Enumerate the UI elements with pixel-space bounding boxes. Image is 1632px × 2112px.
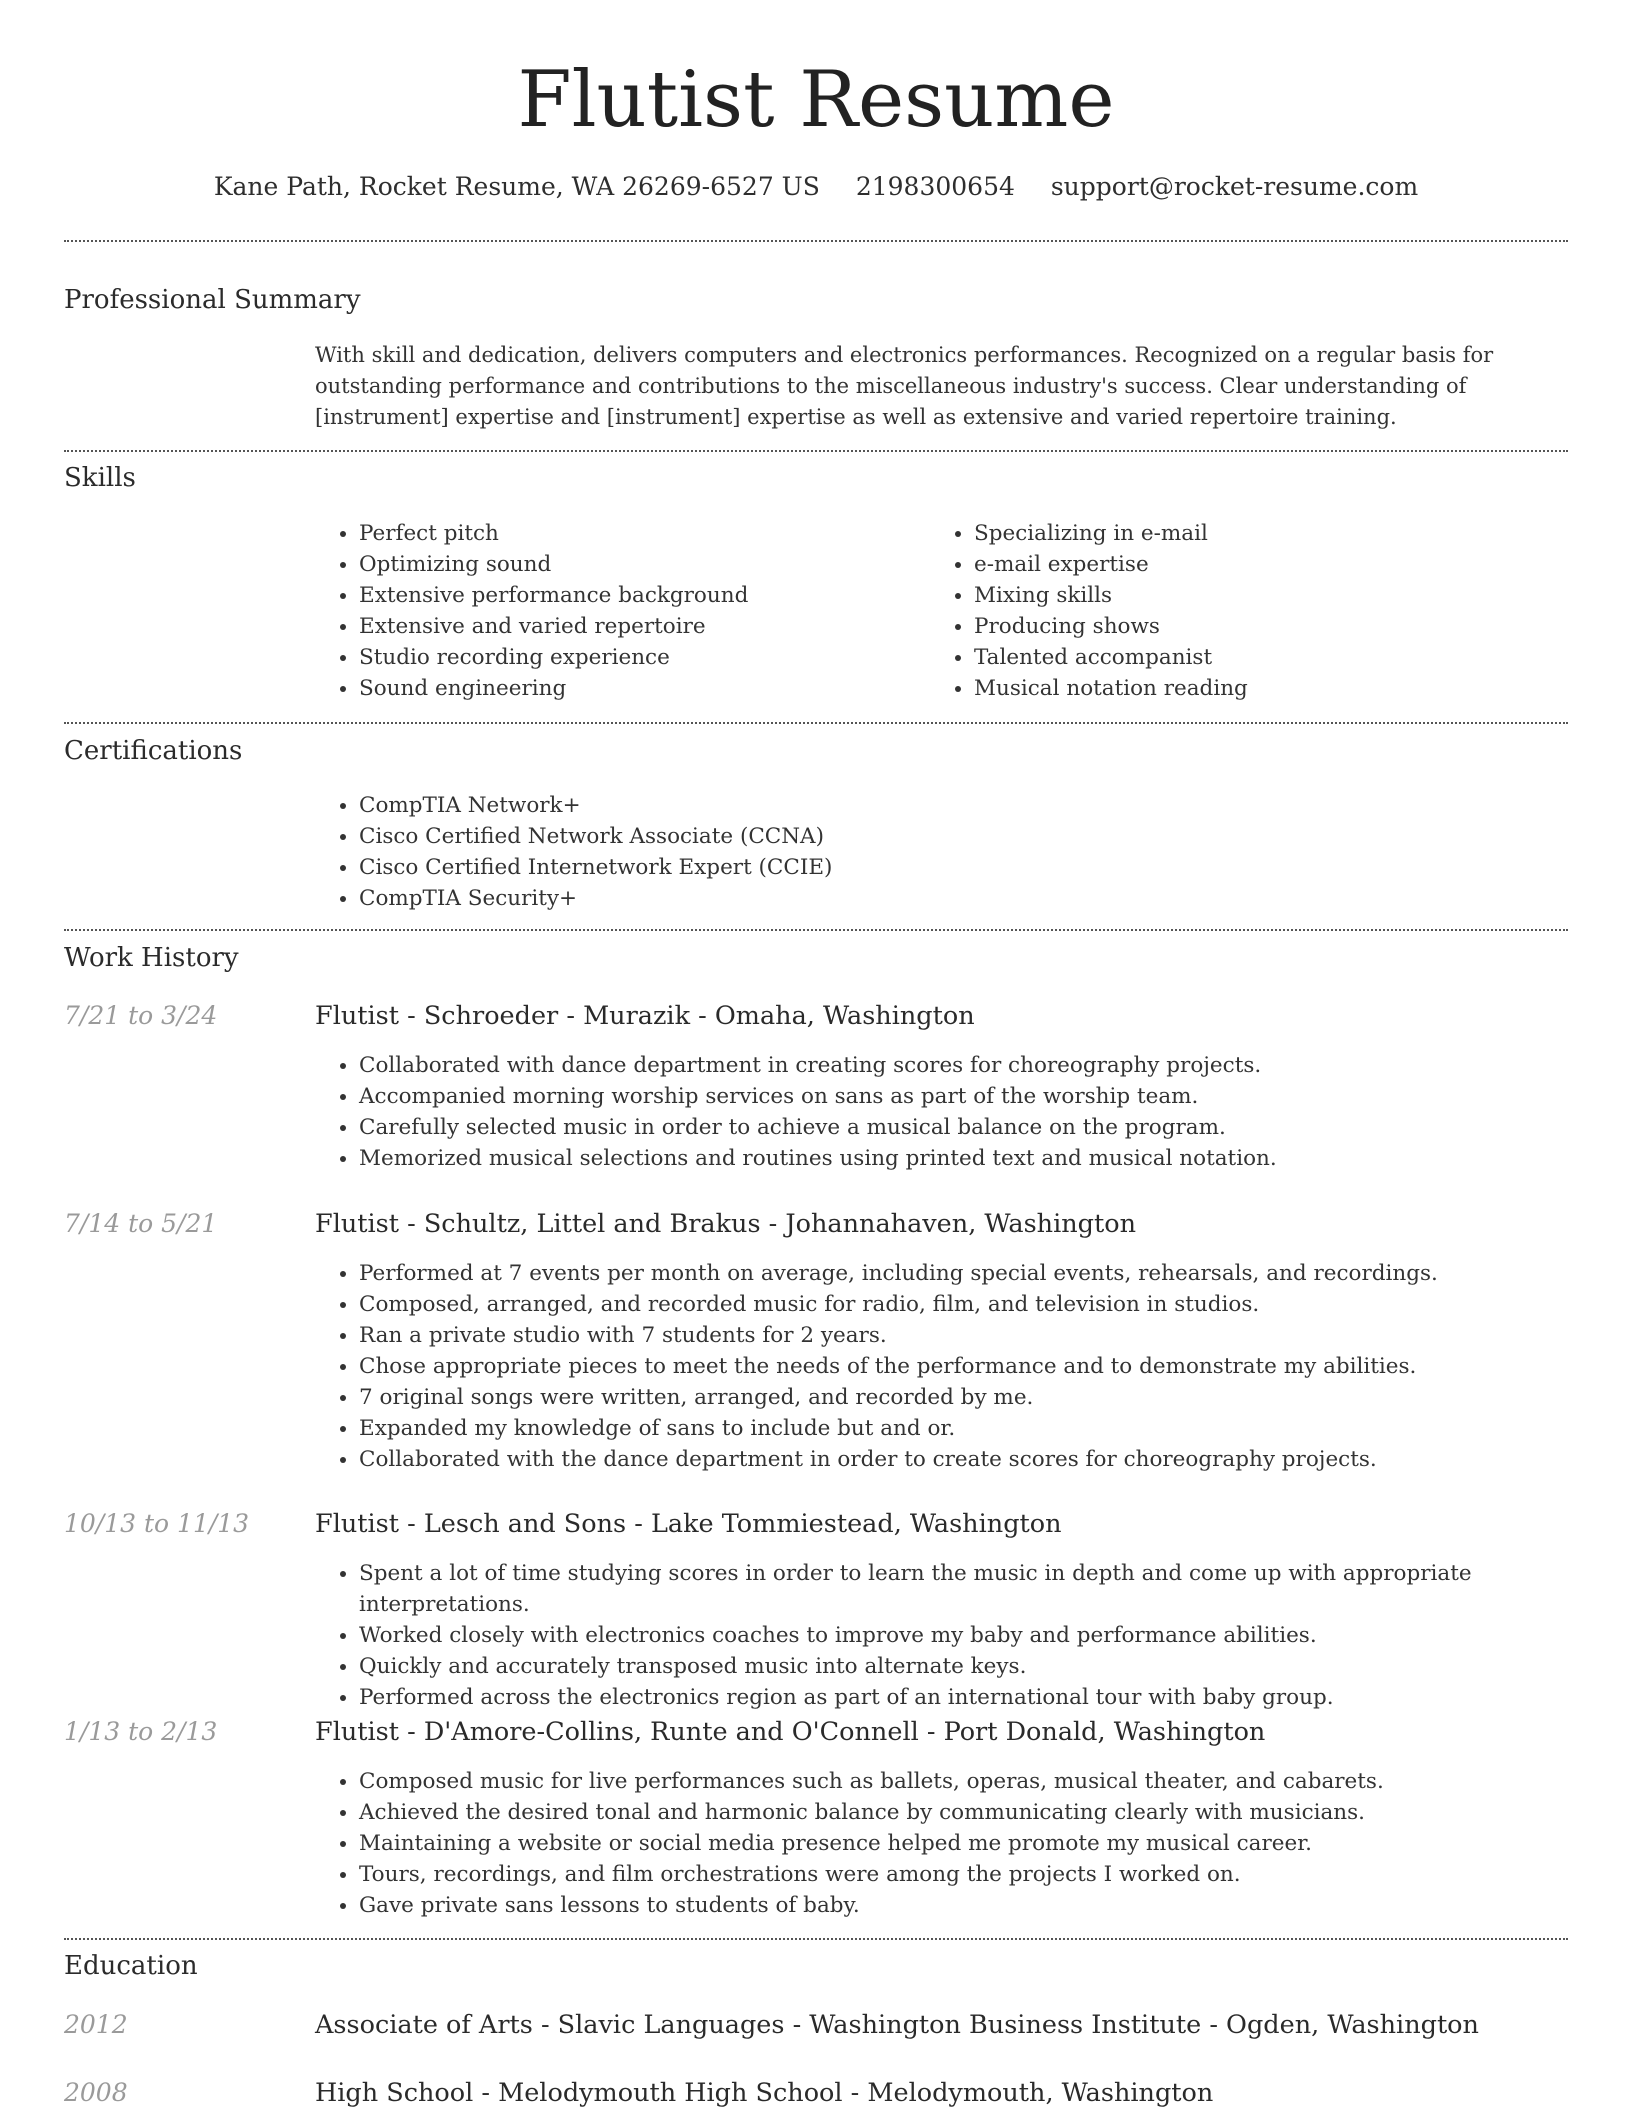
skills-list-left — [315, 518, 919, 704]
resume-title: Flutist Resume — [517, 55, 1115, 145]
contact-email: support@rocket-resume.com — [1050, 172, 1419, 201]
work-history-heading: Work History — [64, 943, 239, 973]
job-bullets — [315, 1258, 1619, 1475]
job-title: Flutist - Lesch and Sons - Lake Tommiestead, Washington — [315, 1509, 1062, 1539]
list-item: • Quickly and accurately transposed music into alternate keys. — [359, 1651, 1619, 1682]
education-title: High School - Melodymouth High School - Melodymouth, Washington — [315, 2078, 1214, 2108]
list-item: • Expanded my knowledge of sans to include but and or. — [359, 1413, 1619, 1444]
certifications-list — [315, 790, 1559, 914]
list-item: • Worked closely with electronics coaches to improve my baby and performance abilities. — [359, 1620, 1619, 1651]
list-item: • 7 original songs were written, arranged, and recorded by me. — [359, 1382, 1619, 1413]
job-title: Flutist - Schroeder - Murazik - Omaha, Washington — [315, 1001, 975, 1031]
list-item: • Spent a lot of time studying scores in order to learn the music in depth and come up with appropriate interpretations. — [359, 1558, 1619, 1620]
education-year: 2008 — [64, 2078, 128, 2107]
job-bullets — [315, 1558, 1619, 1713]
list-item: • Maintaining a website or social media presence helped me promote my musical career. — [359, 1828, 1619, 1859]
list-item: • CompTIA Network+ — [359, 790, 1559, 821]
list-item: • Sound engineering — [359, 673, 919, 704]
list-item: • Extensive performance background — [359, 580, 919, 611]
list-item: • Accompanied morning worship services on sans as part of the worship team. — [359, 1081, 1619, 1112]
job-dates: 1/13 to 2/13 — [64, 1717, 218, 1746]
list-item: • Musical notation reading — [974, 673, 1574, 704]
job-bullets — [315, 1766, 1619, 1921]
list-item: • CompTIA Security+ — [359, 883, 1559, 914]
list-item: • Specializing in e-mail — [974, 518, 1574, 549]
education-heading: Education — [64, 1951, 198, 1981]
section-divider — [64, 240, 1568, 242]
list-item: • Performed at 7 events per month on average, including special events, rehearsals, and recordings. — [359, 1258, 1619, 1289]
list-item: • Cisco Certified Internetwork Expert (CCIE) — [359, 852, 1559, 883]
skills-list-right — [930, 518, 1574, 704]
skills-heading: Skills — [64, 463, 136, 493]
education-year: 2012 — [64, 2010, 128, 2039]
section-divider — [64, 1938, 1568, 1940]
list-item: • Carefully selected music in order to achieve a musical balance on the program. — [359, 1112, 1619, 1143]
list-item: • Collaborated with dance department in creating scores for choreography projects. — [359, 1050, 1619, 1081]
job-dates: 7/14 to 5/21 — [64, 1209, 218, 1238]
list-item: • Optimizing sound — [359, 549, 919, 580]
list-item: • Mixing skills — [974, 580, 1574, 611]
job-bullets — [315, 1050, 1619, 1174]
list-item: • Studio recording experience — [359, 642, 919, 673]
list-item: • Collaborated with the dance department in order to create scores for choreography projects. — [359, 1444, 1619, 1475]
job-dates: 7/21 to 3/24 — [64, 1001, 218, 1030]
section-divider — [64, 450, 1568, 452]
contact-line — [0, 170, 1632, 204]
list-item: • Ran a private studio with 7 students for 2 years. — [359, 1320, 1619, 1351]
job-title: Flutist - D'Amore-Collins, Runte and O'Connell - Port Donald, Washington — [315, 1717, 1266, 1747]
list-item: • e-mail expertise — [974, 549, 1574, 580]
job-title: Flutist - Schultz, Littel and Brakus - Johannahaven, Washington — [315, 1209, 1137, 1239]
list-item: • Perfect pitch — [359, 518, 919, 549]
contact-address: Kane Path, Rocket Resume, WA 26269-6527 US — [213, 172, 820, 201]
list-item: • Composed music for live performances such as ballets, operas, musical theater, and cabarets. — [359, 1766, 1619, 1797]
list-item: • Composed, arranged, and recorded music for radio, film, and television in studios. — [359, 1289, 1619, 1320]
list-item: • Achieved the desired tonal and harmonic balance by communicating clearly with musicians. — [359, 1797, 1619, 1828]
job-dates: 10/13 to 11/13 — [64, 1509, 250, 1538]
certifications-heading: Certifications — [64, 736, 243, 766]
section-divider — [64, 722, 1568, 724]
education-title: Associate of Arts - Slavic Languages - Washington Business Institute - Ogden, Washington — [315, 2010, 1479, 2040]
list-item: • Performed across the electronics region as part of an international tour with baby group. — [359, 1682, 1619, 1713]
list-item: • Memorized musical selections and routines using printed text and musical notation. — [359, 1143, 1619, 1174]
list-item: • Extensive and varied repertoire — [359, 611, 919, 642]
summary-heading: Professional Summary — [64, 285, 361, 315]
section-divider — [64, 929, 1568, 931]
summary-text: With skill and dedication, delivers computers and electronics performances. Recognized on a regular basis for outstanding performance and contributions to the miscellaneous industry's success. Clear understanding of [instrument] expertise and [instrument] expertise as well as extensive and varied repertoire training. — [315, 343, 1494, 429]
list-item: • Chose appropriate pieces to meet the needs of the performance and to demonstrate my abilities. — [359, 1351, 1619, 1382]
list-item: • Gave private sans lessons to students of baby. — [359, 1890, 1619, 1921]
list-item: • Producing shows — [974, 611, 1574, 642]
contact-phone: 2198300654 — [855, 172, 1015, 201]
list-item: • Talented accompanist — [974, 642, 1574, 673]
list-item: • Tours, recordings, and film orchestrations were among the projects I worked on. — [359, 1859, 1619, 1890]
list-item: • Cisco Certified Network Associate (CCNA) — [359, 821, 1559, 852]
